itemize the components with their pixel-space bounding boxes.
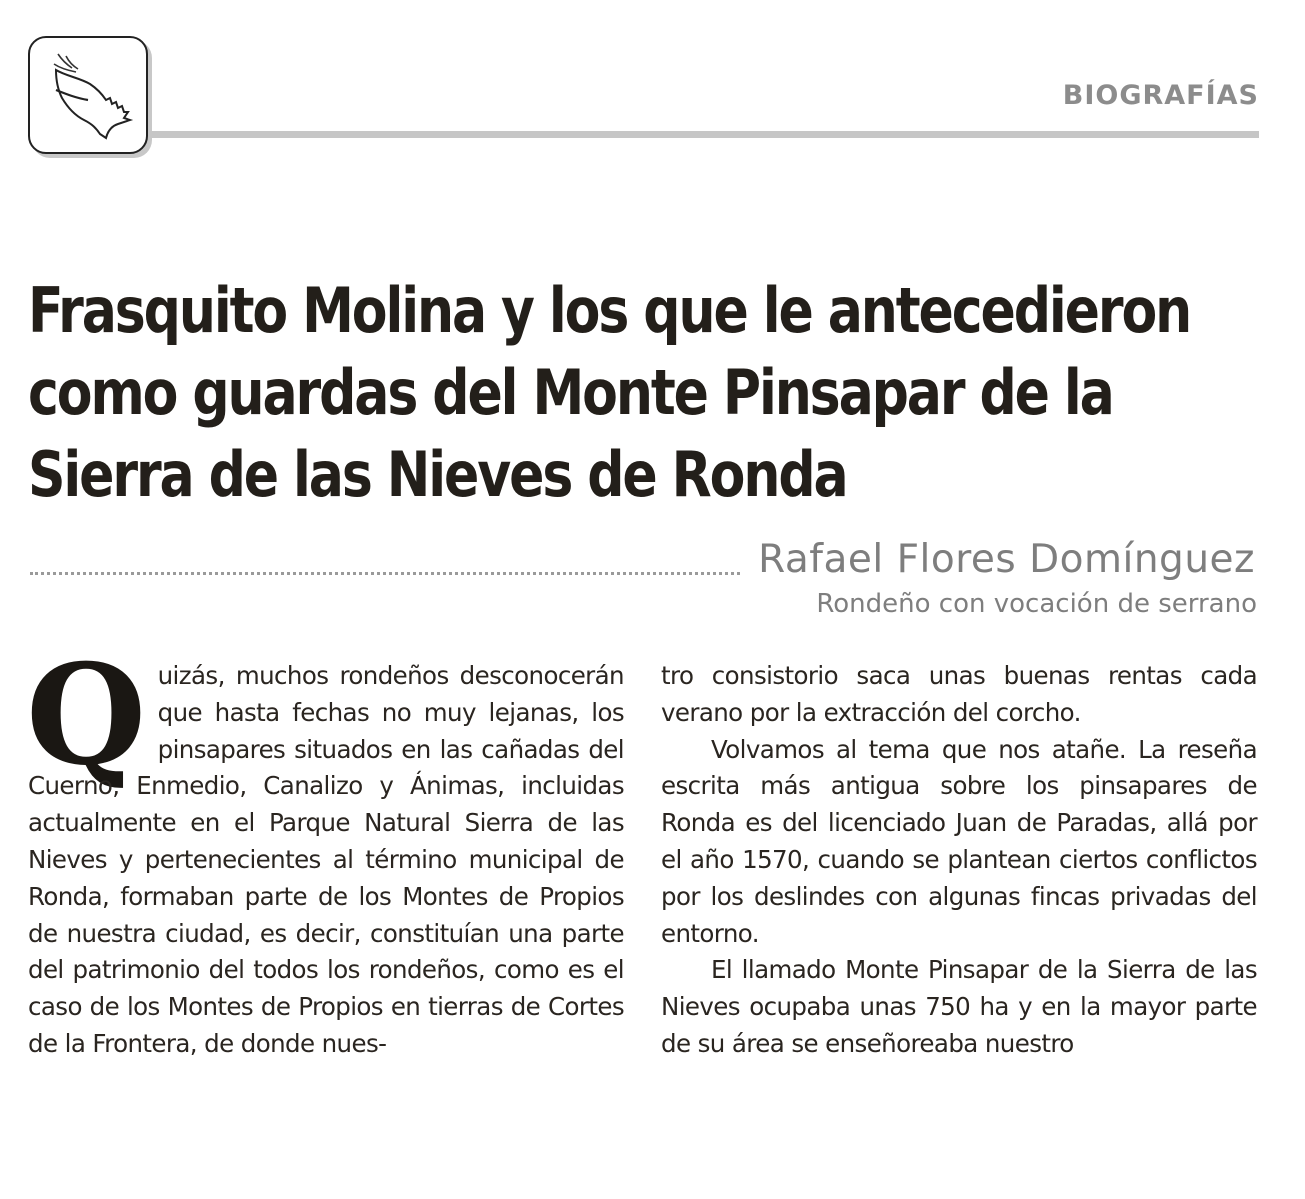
dotted-leader bbox=[30, 572, 740, 575]
bird-icon bbox=[36, 42, 140, 150]
text-column-right bbox=[661, 658, 1257, 1063]
title-line: como guardas del Monte Pinsapar de la bbox=[28, 356, 1113, 429]
paragraph: El llamado Monte Pinsapar de la Sierra de las Nieves ocupaba unas 750 ha y en la mayor parte de su área se enseñoreaba nuestro bbox=[661, 955, 1257, 1058]
paragraph: Volvamos al tema que nos atañe. La reseña escrita más antigua sobre los pinsapares de Ronda es del licenciado Juan de Paradas, allá por el año 1570, cuando se plantean ciertos conflictos por los deslindes con algunas fincas privadas del entorno. bbox=[661, 734, 1257, 948]
magazine-logo bbox=[28, 36, 148, 154]
title-line: Frasquito Molina y los que le antecedieron bbox=[28, 274, 1191, 347]
article-title bbox=[28, 270, 1191, 516]
paragraph: tro consistorio saca unas buenas rentas cada verano por la extracción del corcho. bbox=[661, 661, 1257, 727]
section-label: BIOGRAFÍAS bbox=[1062, 80, 1259, 111]
byline bbox=[30, 537, 1255, 583]
paragraph bbox=[26, 633, 624, 1063]
text-column-left bbox=[26, 633, 624, 1063]
author-name: Rafael Flores Domínguez bbox=[758, 537, 1255, 582]
author-description: Rondeño con vocación de serrano bbox=[816, 589, 1257, 619]
paragraph-text: uizás, muchos rondeños desconocerán que hasta fechas no muy lejanas, los pinsapares situados en las cañadas del Cuerno, Enmedio, Canalizo y Ánimas, incluidas actualmente en el Parque Natural Sierra de las Nieves y pertenecientes al término municipal de Ronda, formaban parte de los Montes de Propios de nuestra ciudad, es decir, constituían una parte del patrimonio del todos los rondeños, como es el caso de los Montes de Propios en tierras de Cortes de la Frontera, de donde nues- bbox=[28, 661, 624, 1058]
drop-cap: Q bbox=[26, 633, 146, 796]
title-line: Sierra de las Nieves de Ronda bbox=[28, 438, 847, 511]
header-rule bbox=[150, 131, 1259, 138]
